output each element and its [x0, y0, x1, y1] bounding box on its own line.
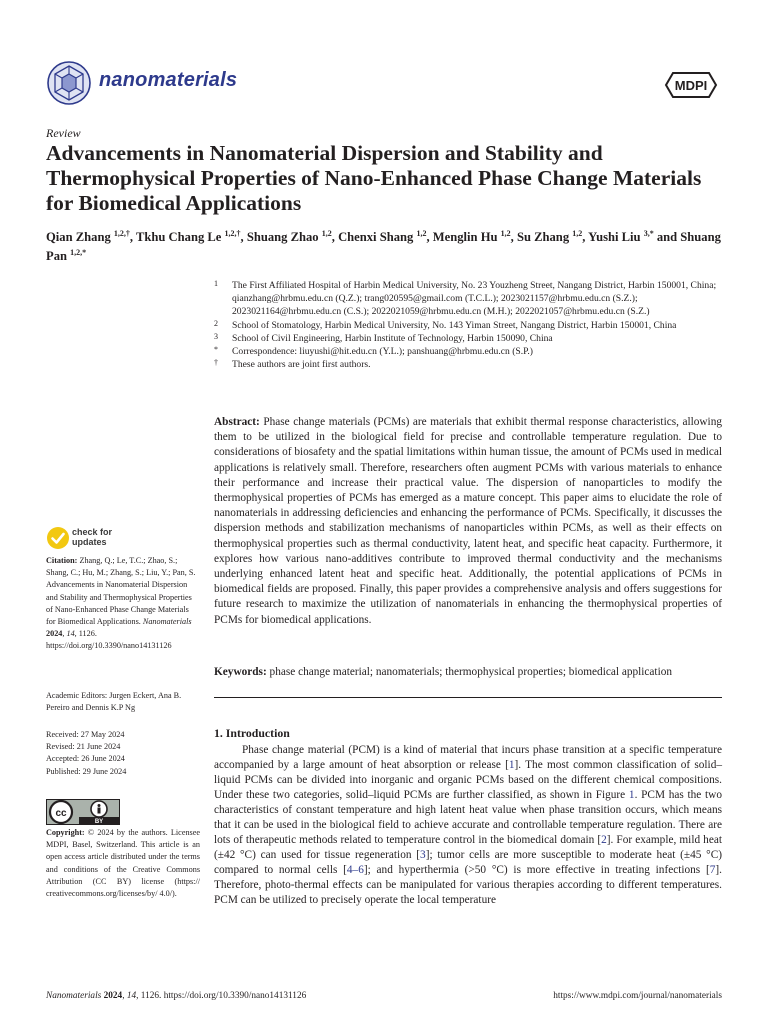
- footer-volume: 14: [126, 991, 137, 1001]
- author-affil-mark: 1,2,*: [70, 248, 87, 258]
- cc-by-license-icon[interactable]: [46, 799, 120, 825]
- author-name[interactable]: Su Zhang: [516, 230, 570, 245]
- intro-text: ]; and hyperthermia (>50 °C) is more effective in treating infections [: [363, 864, 710, 877]
- author-affil-mark: 1,2: [321, 229, 332, 238]
- keywords: [214, 665, 722, 680]
- article-type: Review: [46, 126, 81, 140]
- citation-year: 2024: [46, 629, 63, 639]
- intro-text: ]. The most common classification of solid–liquid PCMs can be divided into inorganic and organic PCMs based on the different chemical compositions. Under these two categories, solid–liquid PCMs are further classified, as shown in Figure: [214, 759, 722, 802]
- publication-dates: [46, 729, 200, 778]
- introduction-paragraph: [214, 743, 722, 909]
- citation-text: Zhang, Q.; Le, T.C.; Zhao, S.; Shang, C.; Hu, M.; Zhang, S.; Liu, Y.; Pan, S. Advancements in Nanomaterial Dispersion and Stability and Thermophysical Properties of Nano-Enhanced Phase Change Materials for Biomedical Applications.: [46, 556, 196, 627]
- academic-editors: Academic Editors: Jurgen Eckert, Ana B. Pereiro and Dennis K.P Ng: [46, 691, 182, 713]
- citation-link[interactable]: 2: [601, 834, 607, 847]
- author-affil-mark: 1,2: [416, 229, 427, 238]
- intro-text: ]; tumor cells are more susceptible to moderate heat (±45 °C) compared to normal cells [: [214, 849, 722, 877]
- keywords-label: Keywords:: [214, 666, 267, 678]
- author-name[interactable]: Tkhu Chang Le: [135, 230, 222, 245]
- check-for-updates-icon: [46, 526, 70, 550]
- author-list: Qian Zhang $^{1,2,\dagger}$, Tkhu Chang Le $^{1,2,\dagger}$, Shuang Zhao $^{1,2}$, Chenxi Shang $^{1,2}$, Menglin Hu $^{1,2}$, Su Zhang $^{1,2}$, Yushi Liu $^{3,*}$ and Shuang Pan $^{1,2,*}$: [46, 229, 721, 264]
- affiliation-mark: †: [214, 358, 218, 368]
- author-affil-mark: 1,2: [572, 229, 583, 238]
- citation-volume: 14: [66, 629, 75, 639]
- author-affil-mark: 3,*: [643, 229, 654, 238]
- affiliation-item: [214, 345, 724, 358]
- affiliation-text: These authors are joint first authors.: [232, 359, 371, 371]
- author-affil-mark: 1,2,†: [224, 229, 241, 238]
- article-title: Advancements in Nanomaterial Dispersion and Stability and Thermophysical Properties of Nano-Enhanced Phase Change Materials for Biomedical Applications: [46, 141, 702, 215]
- author-name[interactable]: Chenxi Shang: [338, 230, 414, 245]
- affiliation-mark: 1: [214, 279, 218, 288]
- accepted-date: Accepted: 26 June 2024: [46, 754, 125, 764]
- author-name[interactable]: Menglin Hu: [432, 230, 498, 245]
- footer-journal: Nanomaterials: [46, 991, 102, 1001]
- author-affil-mark: 1,2,†: [113, 229, 130, 238]
- copyright-label: Copyright:: [46, 828, 85, 837]
- abstract-text: Phase change materials (PCMs) are materials that exhibit thermal response characteristics, allowing them to be utilized in the biological field for precise and controllable temperature regulation. Due to considerations of biosafety and the spatial limitations within human tissue, the amount of PCMs used in medical applications is relatively small. Therefore, researchers often augment PCMs with various materials to enhance their performance and increase their practical value. The dispersion of nanoparticles to modify the thermophysical properties of PCMs has emerged as a mature concept. This paper aims to elucidate the role of nanomaterials in addressing deficiencies and enhancing the performance of PCMs. Specifically, it discusses the dispersion methods and stabilization mechanisms of nanoparticles within PCMs, as well as their effects on thermophysical properties such as thermal conductivity, latent heat, and specific heat capacity. Furthermore, it explores how various nano-additives contribute to improved thermal conductivity and the mechanisms underlying enhanced latent heat and specific heat. Additionally, the potential applications of PCMs in biomedical fields are proposed. Finally, this paper provides a comprehensive analysis and offers suggestions for future research to maximize the utilization of nanomaterials in enhancing the thermophysical properties of PCMs for biomedical applications.: [214, 416, 722, 626]
- footer-doi[interactable]: , 1126. https://doi.org/10.3390/nano14131126: [136, 991, 307, 1001]
- copyright-text: © 2024 by the authors. Licensee MDPI, Basel, Switzerland. This article is an open access article distributed under the terms and conditions of the Creative Commons Attribution (CC BY) license (https:// creativecommons.org/licenses/by/ 4.0/).: [46, 828, 200, 899]
- author-name[interactable]: Shuang Zhao: [246, 230, 319, 245]
- affiliation-item: [214, 279, 724, 319]
- abstract-label: Abstract:: [214, 416, 260, 428]
- intro-text: ]. Therefore, photo-thermal effects can be manipulated for various therapies according to different temperatures. PCM can be utilized to precisely operate the local temperature: [214, 864, 722, 907]
- citation-link[interactable]: 3: [420, 849, 426, 862]
- mdpi-logo[interactable]: [662, 70, 720, 100]
- affiliation-mark: 3: [214, 331, 218, 341]
- citation-journal: Nanomaterials: [142, 617, 192, 627]
- affiliation-mark: *: [214, 345, 218, 355]
- author-name[interactable]: Shuang Pan: [46, 230, 721, 264]
- affiliation-item: [214, 332, 724, 345]
- citation-link[interactable]: 7: [709, 864, 716, 877]
- citation-block: Citation: Zhang, Q.; Le, T.C.; Zhao, S.; Shang, C.; Hu, M.; Zhang, S.; Liu, Y.; Pan, S. Advancements in Nanomaterial Dispersion and Stability and Thermophysical Properties of Nano-Enhanced Phase Change Materials for Biomedical Applications. Nanomaterials 2024, 14, 1126. https://doi.org/10.3390/nano14131126: [46, 556, 196, 651]
- abstract: [214, 415, 722, 628]
- revised-date: Revised: 21 June 2024: [46, 742, 121, 752]
- check-for-updates-badge[interactable]: [46, 526, 126, 552]
- citation-link[interactable]: 1: [508, 759, 515, 772]
- affiliation-item: [214, 319, 724, 332]
- citation-label: Citation:: [46, 556, 78, 565]
- section-heading: 1. Introduction: [214, 726, 290, 740]
- citation-doi[interactable]: , 1126. https://doi.org/10.3390/nano14131126: [46, 629, 172, 651]
- journal-name[interactable]: nanomaterials: [99, 69, 238, 91]
- intro-text: . PCM has the two characteristics of constant temperature and high latent heat value when phase transition occurs, which means that it can be used in the biological field to achieve accurate and controllable temperature regulation. There are lots of therapeutic methods related to temperature control in the biomedical domain [: [214, 789, 722, 847]
- affiliation-text: Correspondence: liuyushi@hit.edu.cn (Y.L.); panshuang@hrbmu.edu.cn (S.P.): [232, 346, 533, 358]
- intro-text: ]. For example, mild heat (±42 °C) can used for tissue regeneration [: [214, 834, 723, 862]
- intro-text: Phase change material (PCM) is a kind of material that incurs phase transition at a specific temperature accompanied by a large amount of heat absorption or release [: [214, 744, 722, 772]
- affiliation-item: [214, 358, 724, 371]
- check-label-line: updates: [72, 537, 107, 547]
- svg-text:cc: cc: [55, 808, 67, 819]
- affiliation-mark: 2: [214, 318, 218, 328]
- check-for-updates-label: [72, 527, 112, 547]
- nanomaterials-logo-icon: [46, 60, 92, 106]
- citation-link[interactable]: 4–6: [346, 864, 364, 877]
- received-date: Received: 27 May 2024: [46, 730, 125, 739]
- mdpi-logo-text: MDPI: [674, 78, 708, 93]
- affiliation-text: School of Stomatology, Harbin Medical University, No. 143 Yiman Street, Nangang District, Harbin 150001, China: [232, 319, 677, 331]
- footer-citation: Nanomaterials 2024, 14, 1126. https://doi.org/10.3390/nano14131126: [46, 991, 307, 1001]
- keywords-text: phase change material; nanomaterials; thermophysical properties; biomedical application: [269, 666, 673, 678]
- affiliations: [214, 279, 724, 371]
- check-label-line: check for: [72, 527, 113, 537]
- author-name[interactable]: Yushi Liu: [588, 230, 641, 245]
- author-affil-mark: 1,2: [500, 229, 511, 238]
- footer-year: 2024: [103, 991, 123, 1001]
- author-name[interactable]: Qian Zhang: [46, 230, 111, 245]
- copyright-notice: [46, 827, 200, 900]
- affiliation-text: The First Affiliated Hospital of Harbin Medical University, No. 23 Youzheng Street, Nangang District, Harbin 150001, China; qianzhang@hrbmu.edu.cn (Q.Z.); trang020595@gmail.com (T.C.L.); 2023021157@hrbmu.edu.cn (S.Z.); 2023021164@hrbmu.edu.cn (C.S.); 2022021059@hrbmu.edu.cn (M.H.); 2022021057@hrbmu.edu.cn (S.Z.): [232, 280, 717, 318]
- affiliation-text: School of Civil Engineering, Harbin Institute of Technology, Harbin 150090, China: [232, 332, 553, 344]
- section-divider: [214, 697, 722, 698]
- footer-journal-url[interactable]: https://www.mdpi.com/journal/nanomaterials: [553, 991, 722, 1001]
- figure-link[interactable]: 1: [628, 789, 635, 802]
- cc-by-label: BY: [94, 819, 104, 825]
- published-date: Published: 29 June 2024: [46, 766, 127, 776]
